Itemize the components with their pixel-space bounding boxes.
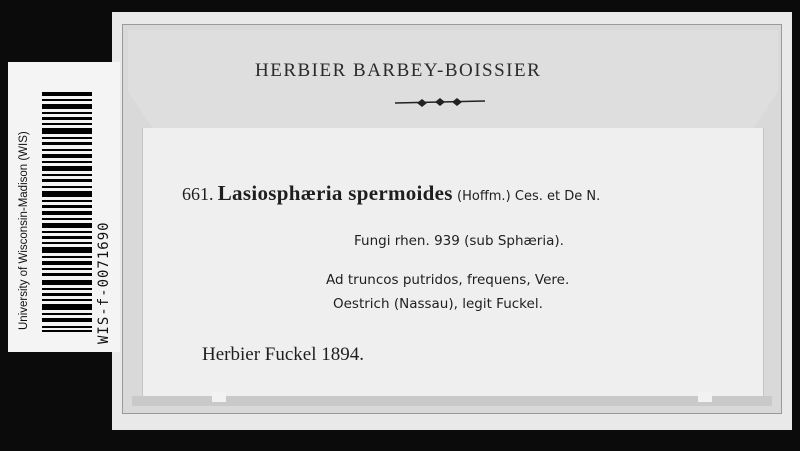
authority: Ces. et De N. <box>514 189 601 204</box>
species-line <box>182 181 600 206</box>
barcode-label <box>8 62 120 352</box>
habitat-line-2: Oestrich (Nassau), legit Fuckel. <box>333 296 543 312</box>
habitat-line-1: Ad truncos putridos, frequens, Vere. <box>326 272 570 288</box>
authority-parenthetical: (Hoffm.) <box>457 189 511 204</box>
envelope-bottom-edge <box>132 396 772 406</box>
envelope-tab <box>212 392 226 402</box>
envelope-tab <box>698 392 712 402</box>
ornament-divider-icon <box>395 96 485 110</box>
catalog-number: WIS-f-0071690 <box>96 221 112 344</box>
herbarium-header-text: HERBIER BARBEY-BOISSIER <box>255 60 542 81</box>
species-name: Lasiosphæria spermoides <box>217 181 453 205</box>
specimen-number: 661. <box>182 184 214 204</box>
exsiccata-line: Fungi rhen. 939 (sub Sphæria). <box>354 233 564 249</box>
institution-name: University of Wisconsin-Madison (WIS) <box>18 131 30 330</box>
barcode-icon <box>42 92 92 332</box>
herbarium-source: Herbier Fuckel 1894. <box>202 344 364 365</box>
